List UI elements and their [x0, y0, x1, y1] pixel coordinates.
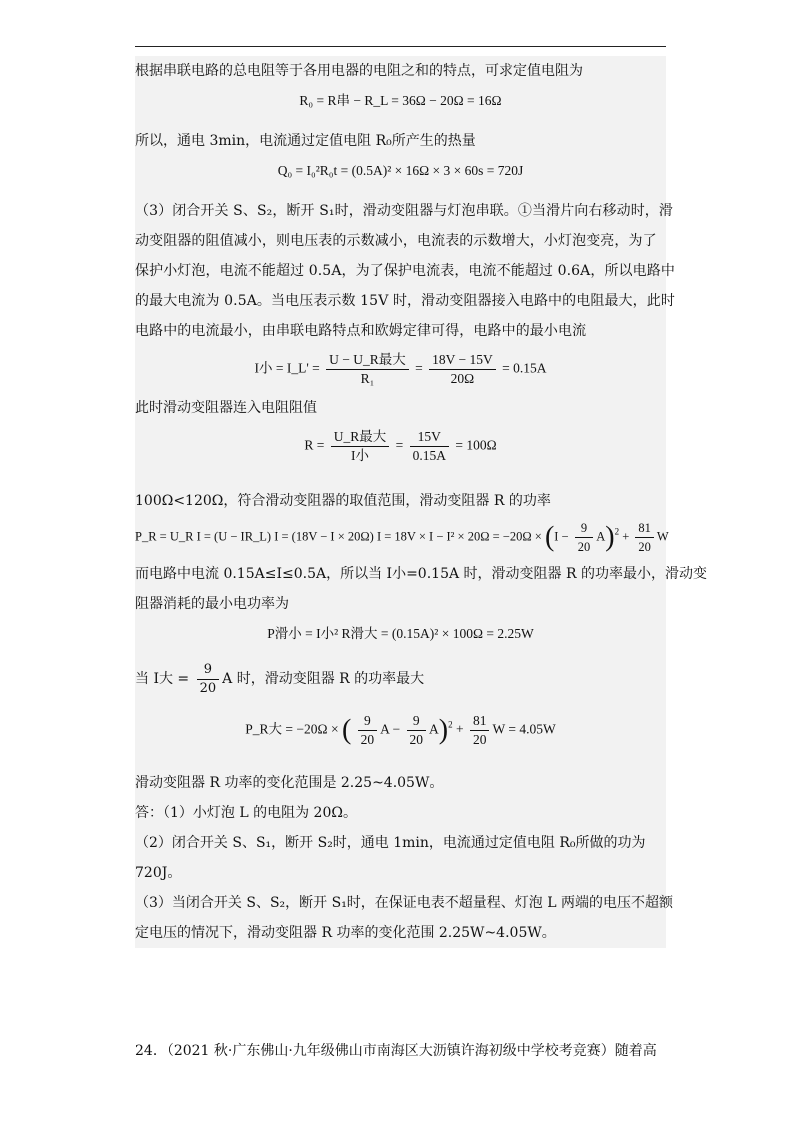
answer-2-line: （2）闭合开关 S、S₁，断开 S₂时，通电 1min，电流通过定值电阻 R₀所做的功为 — [135, 835, 646, 851]
text-p6-line: 而电路中电流 0.15A≤I≤0.5A，所以当 I小=0.15A 时，滑动变阻器 R 的功率最小，滑动变 — [135, 566, 707, 582]
equation-p-min: P滑小 = I小² R滑大 = (0.15A)² × 100Ω = 2.25W — [267, 626, 534, 641]
equation-r0: R₀ = R串 − R_L = 36Ω − 20Ω = 16Ω — [299, 93, 502, 108]
paragraph-part3 — [135, 196, 675, 346]
equation-r-value: R = $\frac{\text{U\_R最大}}{\text{I小}}$ = $\frac{15V}{0.15A}$ = 100Ω — [304, 429, 497, 463]
text-p1: 根据串联电路的总电阻等于各用电器的电阻之和的特点，可求定值电阻为 — [135, 63, 583, 79]
text-p5: 100Ω<120Ω，符合滑动变阻器的取值范围，滑动变阻器 R 的功率 — [135, 493, 551, 509]
text-p3-line: 电路中的电流最小，由串联电路特点和欧姆定律可得，电路中的最小电流 — [135, 323, 587, 339]
question-24-heading: 24．（2021 秋·广东佛山·九年级佛山市南海区大沥镇许海初级中学校考竞赛）随着高 — [135, 1043, 657, 1059]
equation-power: P_R = U_R I = (U − IR_L) I = (18V − I × 20Ω) I = 18V × I − I² × 20Ω = −20Ω × (I − $\frac{9}{20}$ A)$^2$ + $\frac{81}{20}$ W — [135, 521, 669, 554]
answer-2-line: 720J。 — [135, 865, 182, 881]
text-p3-line: 动变阻器的阻值减小，则电压表的示数减小，电流表的示数增大，小灯泡变亮，为了 — [135, 233, 657, 249]
equation-i-min: I小 = I_L' = $\frac{\text{U − U\_R最大}}{\text{R₁}}$ = $\frac{18V - 15V}{20\Omega}$ = 0.15A — [254, 352, 547, 386]
equation-p-max: P_R大 = −20Ω × ( $\frac{9}{20}$ A − $\frac{9}{20}$ A)$^2$ + $\frac{81}{20}$ W = 4.05W — [245, 713, 556, 747]
text-p7: 当 I大 = $\frac{9}{20}$ A 时，滑动变阻器 R 的功率最大 — [135, 661, 425, 696]
text-p8: 滑动变阻器 R 功率的变化范围是 2.25~4.05W。 — [135, 775, 444, 791]
answer-3-line: 定电压的情况下，滑动变阻器 R 功率的变化范围 2.25W~4.05W。 — [135, 925, 556, 941]
text-p3-line: 保护小灯泡，电流不能超过 0.5A，为了保护电流表，电流不能超过 0.6A，所以电路中 — [135, 263, 675, 279]
equation-q0: Q₀ = I₀²R₀t = (0.5A)² × 16Ω × 3 × 60s = 720J — [277, 163, 524, 178]
solution-body — [135, 56, 707, 948]
text-p6-line: 阻器消耗的最小电功率为 — [135, 596, 289, 612]
text-p4: 此时滑动变阻器连入电阻阻值 — [135, 400, 317, 416]
answer-1: 答：（1）小灯泡 L 的电阻为 20Ω。 — [135, 805, 357, 821]
text-p2: 所以，通电 3min，电流通过定值电阻 R₀所产生的热量 — [135, 133, 476, 149]
header-rule — [135, 46, 666, 47]
answer-3-line: （3）当闭合开关 S、S₂，断开 S₁时，在保证电表不超量程、灯泡 L 两端的电压不超额 — [135, 895, 673, 911]
text-p3-line: （3）闭合开关 S、S₂，断开 S₁时，滑动变阻器与灯泡串联。①当滑片向右移动时，滑 — [135, 203, 674, 219]
text-p3-line: 的最大电流为 0.5A。当电压表示数 15V 时，滑动变阻器接入电路中的电阻最大，此时 — [135, 293, 675, 309]
